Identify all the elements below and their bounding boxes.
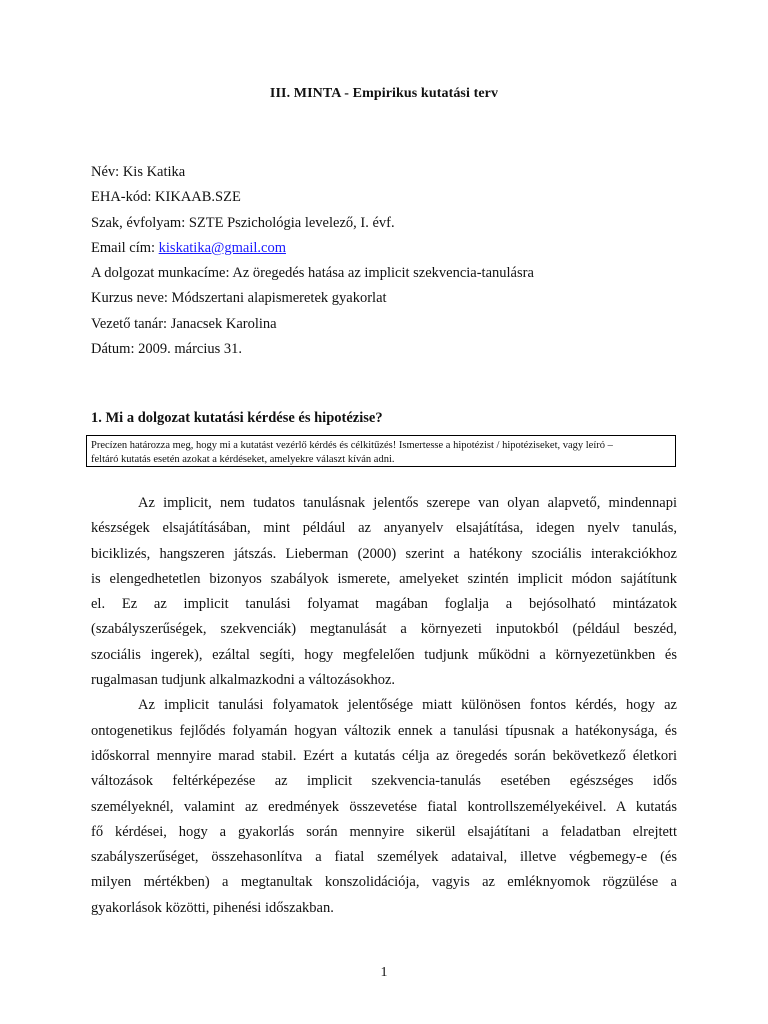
paragraph-1 xyxy=(91,491,677,693)
info-value: Kis Katika xyxy=(122,164,186,180)
text-line: készségek elsajátításában, mint például az anyanyelv elsajátítása, idegen nyelv tanulás, xyxy=(91,520,677,537)
text-line: szabályszerűséget, összehasonlítva a fiatal személyek adataival, illetve végbemegy-e (és xyxy=(91,849,677,866)
info-line-major xyxy=(91,211,691,236)
info-line-course xyxy=(91,286,691,311)
text-line: rugalmasan tudjunk alkalmazkodni a változásokhoz. xyxy=(91,672,396,689)
info-line-date xyxy=(91,337,691,362)
info-block xyxy=(91,160,691,362)
info-line-teacher xyxy=(91,312,691,337)
text-line: biciklizés, hangszeren játszás. Lieberman (2000) szerint a hatékony szociális interakciókhoz xyxy=(91,545,677,562)
info-label: EHA-kód: xyxy=(91,189,152,206)
instruction-line: feltáró kutatás esetén azokat a kérdéseket, amelyekre választ kíván adni. xyxy=(91,454,395,465)
info-value: Módszertani alapismeretek gyakorlat xyxy=(171,290,387,307)
info-line-email xyxy=(91,236,691,261)
text-line: változások feltérképezése az implicit szekvencia-tanulás esetében egészséges idős xyxy=(91,773,677,790)
info-value: 2009. március 31. xyxy=(138,341,243,358)
info-line-eha xyxy=(91,185,691,210)
instruction-box xyxy=(86,435,676,467)
info-value: Az öregedés hatása az implicit szekvencia-tanulásra xyxy=(232,265,534,282)
instruction-line: Precízen határozza meg, hogy mi a kutatást vezérlő kérdés és célkitűzés! Ismertesse a hipotézist / hipotéziseket, vagy leíró – xyxy=(91,440,613,451)
text-line: fő kérdései, hogy a gyakorlás során mennyire sikerül elsajátítani a feladatban elrejtett xyxy=(91,823,677,840)
info-label: Email cím: xyxy=(91,239,156,256)
text-line: Az implicit, nem tudatos tanulásnak jelentős szerepe van olyan alapvető, mindennapi xyxy=(138,495,677,511)
text-line: el. Ez az implicit tanulási folyamat magában foglalja a bejósolható mintázatok xyxy=(91,596,677,613)
info-label: Vezető tanár: xyxy=(91,315,168,332)
body-text xyxy=(91,491,677,921)
text-line: gyakorlások közötti, pihenési időszakban. xyxy=(91,899,334,916)
paragraph-2 xyxy=(91,693,677,921)
info-label: Név: xyxy=(91,164,120,180)
text-line: is elengedhetetlen bizonyos szabályok ismerete, amelyeket szintén implicit módon sajátítunk xyxy=(91,570,677,587)
document-title: III. MINTA - Empirikus kutatási terv xyxy=(269,86,499,101)
text-line: (szabályszerűségek, szekvenciák) megtanulását a környezeti inputokból (például beszéd, xyxy=(91,621,677,638)
info-label: Kurzus neve: xyxy=(91,290,168,307)
page-number: 1 xyxy=(380,965,388,980)
info-value: SZTE Pszichológia levelező, I. évf. xyxy=(188,214,395,231)
text-line: személyeknél, valamint az eredmények összevetése fiatal kontrollszemélyekéivel. A kutatás xyxy=(91,798,677,815)
text-line: szociális ingerek), ezáltal segíti, hogy megfelelően tudjunk működni a környezetünkben és xyxy=(91,646,677,663)
info-line-name xyxy=(91,160,691,185)
info-line-thesis-title xyxy=(91,261,691,286)
text-line: milyen mértékben) a megtanultak konszolidációja, vagyis az emléknyomok rögzülése a xyxy=(91,874,677,891)
info-value: KIKAAB.SZE xyxy=(155,189,241,206)
info-value: Janacsek Karolina xyxy=(170,315,277,332)
text-line: időskorral mennyire marad stabil. Ezért a kutatás célja az öregedés során bekövetkező életkori xyxy=(91,747,677,764)
section-heading: 1. Mi a dolgozat kutatási kérdése és hipotézise? xyxy=(91,410,383,426)
info-label: A dolgozat munkacíme: xyxy=(91,265,230,282)
email-link[interactable]: kiskatika@gmail.com xyxy=(158,239,286,256)
text-line: Az implicit tanulási folyamatok jelentősége miatt különösen fontos kérdés, hogy az xyxy=(138,697,677,714)
info-label: Szak, évfolyam: xyxy=(91,214,186,231)
text-line: ontogenetikus fejlődés folyamán hogyan változik ennek a tanulási típusnak a hatékonysága, és xyxy=(91,722,677,739)
info-label: Dátum: xyxy=(91,341,135,358)
